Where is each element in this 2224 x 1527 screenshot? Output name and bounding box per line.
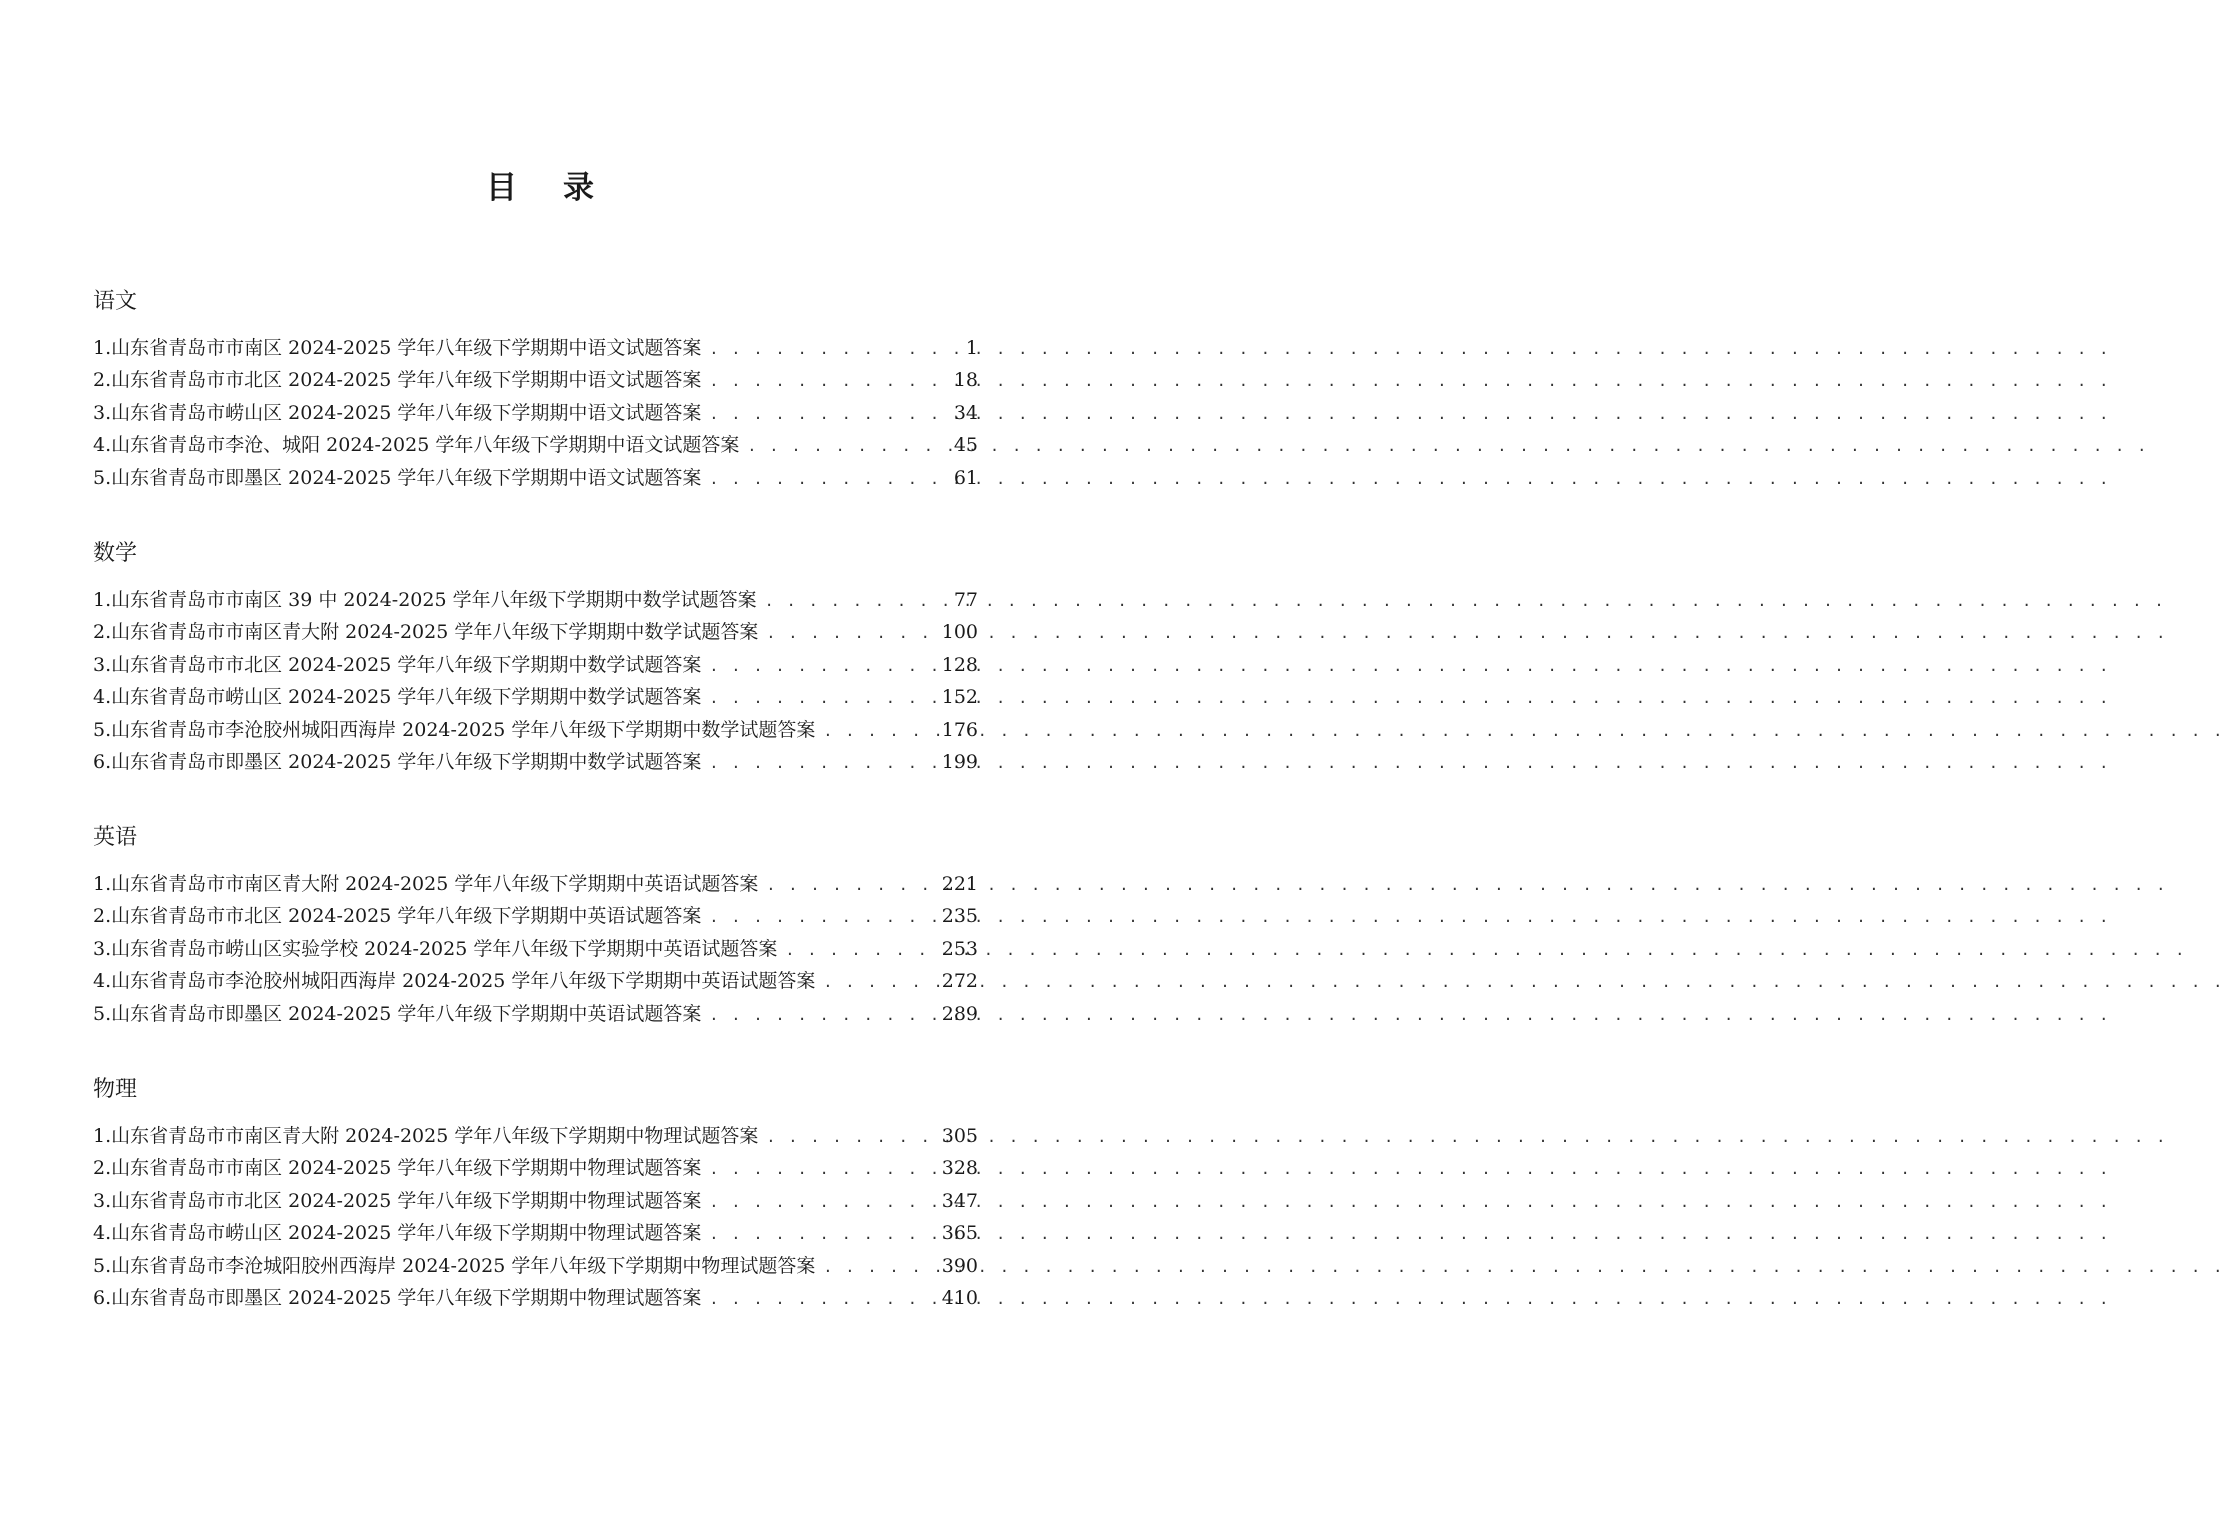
section-heading: 英语 [93,825,138,850]
toc-entry[interactable] [93,616,978,648]
toc-entry-label: 3.山东省青岛市崂山区 2024-2025 学年八年级下学期期中语文试题答案 [93,401,702,424]
toc-entries [93,332,978,494]
toc-entry-page: 272 [941,970,978,993]
toc-entry[interactable] [93,681,978,713]
toc-entry-label: 2.山东省青岛市市北区 2024-2025 学年八年级下学期期中语文试题答案 [93,369,702,392]
toc-entry-label: 3.山东省青岛市市北区 2024-2025 学年八年级下学期期中物理试题答案 [93,1189,702,1212]
toc-entry[interactable] [93,965,978,997]
toc-entry[interactable] [93,1250,978,1282]
toc-entry-page: 18 [953,369,978,392]
toc-entry[interactable] [93,462,978,494]
toc-entry-label: 1.山东省青岛市市南区 39 中 2024-2025 学年八年级下学期期中数学试题答案 [93,589,757,611]
dot-leader [766,869,931,901]
dot-leader [785,934,931,966]
toc-entry[interactable] [93,1282,978,1314]
toc-entry-label: 6.山东省青岛市即墨区 2024-2025 学年八年级下学期期中物理试题答案 [93,1286,702,1309]
toc-entries [93,868,978,1030]
dot-leader [709,747,931,779]
toc-entry-page: 410 [941,1286,978,1309]
toc-entry[interactable] [93,397,978,429]
toc-entry-page: 128 [941,653,978,676]
toc-entry[interactable] [93,1185,978,1217]
dot-leader [823,966,931,998]
toc-entry-label: 4.山东省青岛市李沧、城阳 2024-2025 学年八年级下学期期中语文试题答案 [93,434,740,457]
toc-entry-label: 4.山东省青岛市李沧胶州城阳西海岸 2024-2025 学年八年级下学期期中英语试题答案 [93,970,816,993]
toc-entry-page: 390 [941,1254,978,1277]
toc-entries [93,1120,978,1314]
toc-entry-label: 5.山东省青岛市即墨区 2024-2025 学年八年级下学期期中语文试题答案 [93,466,702,489]
toc-entry[interactable] [93,998,978,1030]
toc-entry-label: 2.山东省青岛市市南区 2024-2025 学年八年级下学期期中物理试题答案 [93,1157,702,1180]
toc-entry-page: 100 [941,621,978,644]
section-heading: 数学 [93,541,138,566]
dot-leader [765,585,944,617]
toc-entry[interactable] [93,933,978,965]
section-english [93,819,978,1030]
dot-leader [709,1186,931,1218]
toc-entry-label: 5.山东省青岛市李沧城阳胶州西海岸 2024-2025 学年八年级下学期期中物理试题答案 [93,1254,816,1277]
toc-entry-page: 34 [953,401,978,424]
toc-entry-page: 152 [941,686,978,709]
dot-leader [823,715,931,747]
toc-entry[interactable] [93,584,978,616]
toc-entry-page: 199 [941,750,978,773]
toc-entry-page: 235 [941,905,978,928]
toc-entry-label: 4.山东省青岛市崂山区 2024-2025 学年八年级下学期期中物理试题答案 [93,1222,702,1245]
toc-entry[interactable] [93,429,978,461]
toc-entry-page: 328 [941,1157,978,1180]
toc-entry[interactable] [93,649,978,681]
toc-entry-page: 253 [941,937,978,960]
toc-entry[interactable] [93,332,978,364]
toc-entry[interactable] [93,900,978,932]
toc-entry[interactable] [93,714,978,746]
toc-entry-label: 3.山东省青岛市市北区 2024-2025 学年八年级下学期期中数学试题答案 [93,653,702,676]
toc-entry[interactable] [93,1120,978,1152]
toc-entry[interactable] [93,1152,978,1184]
toc-entry-page: 289 [941,1002,978,1025]
toc-entries [93,584,978,778]
title-char-1: 目 [486,170,517,206]
dot-leader [709,1153,931,1185]
page-title [0,162,1080,207]
dot-leader [709,333,948,365]
section-chinese [93,283,978,494]
toc-entry[interactable] [93,868,978,900]
toc-entry-label: 4.山东省青岛市崂山区 2024-2025 学年八年级下学期期中数学试题答案 [93,686,702,709]
toc-entry-label: 1.山东省青岛市市南区 2024-2025 学年八年级下学期期中语文试题答案 [93,337,702,359]
toc-entry-label: 2.山东省青岛市市北区 2024-2025 学年八年级下学期期中英语试题答案 [93,905,702,928]
dot-leader [709,650,931,682]
dot-leader [747,430,943,462]
toc-page [0,0,1080,1527]
toc-entry-label: 5.山东省青岛市即墨区 2024-2025 学年八年级下学期期中英语试题答案 [93,1002,702,1025]
toc-entry-page: 221 [941,873,978,895]
toc-entry-label: 6.山东省青岛市即墨区 2024-2025 学年八年级下学期期中数学试题答案 [93,750,702,773]
toc-entry-page: 1 [965,337,978,359]
toc-entry-page: 347 [941,1189,978,1212]
section-heading: 物理 [93,1077,138,1102]
dot-leader [709,682,931,714]
toc-entry-label: 3.山东省青岛市崂山区实验学校 2024-2025 学年八年级下学期期中英语试题答案 [93,937,778,960]
toc-entry-label: 1.山东省青岛市市南区青大附 2024-2025 学年八年级下学期期中物理试题答案 [93,1125,759,1147]
toc-entry-label: 1.山东省青岛市市南区青大附 2024-2025 学年八年级下学期期中英语试题答案 [93,873,759,895]
toc-entry-page: 45 [953,434,978,457]
toc-entry[interactable] [93,364,978,396]
toc-entry[interactable] [93,1217,978,1249]
dot-leader [709,901,931,933]
dot-leader [766,617,931,649]
dot-leader [823,1251,931,1283]
section-math [93,535,978,778]
title-char-2: 录 [563,170,594,206]
toc-entry-label: 2.山东省青岛市市南区青大附 2024-2025 学年八年级下学期期中数学试题答案 [93,621,759,644]
dot-leader [766,1121,931,1153]
dot-leader [709,1218,931,1250]
toc-entry-page: 305 [941,1125,978,1147]
dot-leader [709,365,943,397]
dot-leader [709,398,943,430]
toc-entry-page: 61 [953,466,978,489]
section-heading: 语文 [93,289,138,314]
dot-leader [709,463,943,495]
section-physics [93,1071,978,1314]
dot-leader [709,1283,931,1315]
toc-entry-page: 176 [941,718,978,741]
dot-leader [709,999,931,1031]
toc-entry[interactable] [93,746,978,778]
toc-entry-label: 5.山东省青岛市李沧胶州城阳西海岸 2024-2025 学年八年级下学期期中数学试题答案 [93,718,816,741]
toc-entry-page: 365 [941,1222,978,1245]
toc-entry-page: 77 [953,589,978,611]
